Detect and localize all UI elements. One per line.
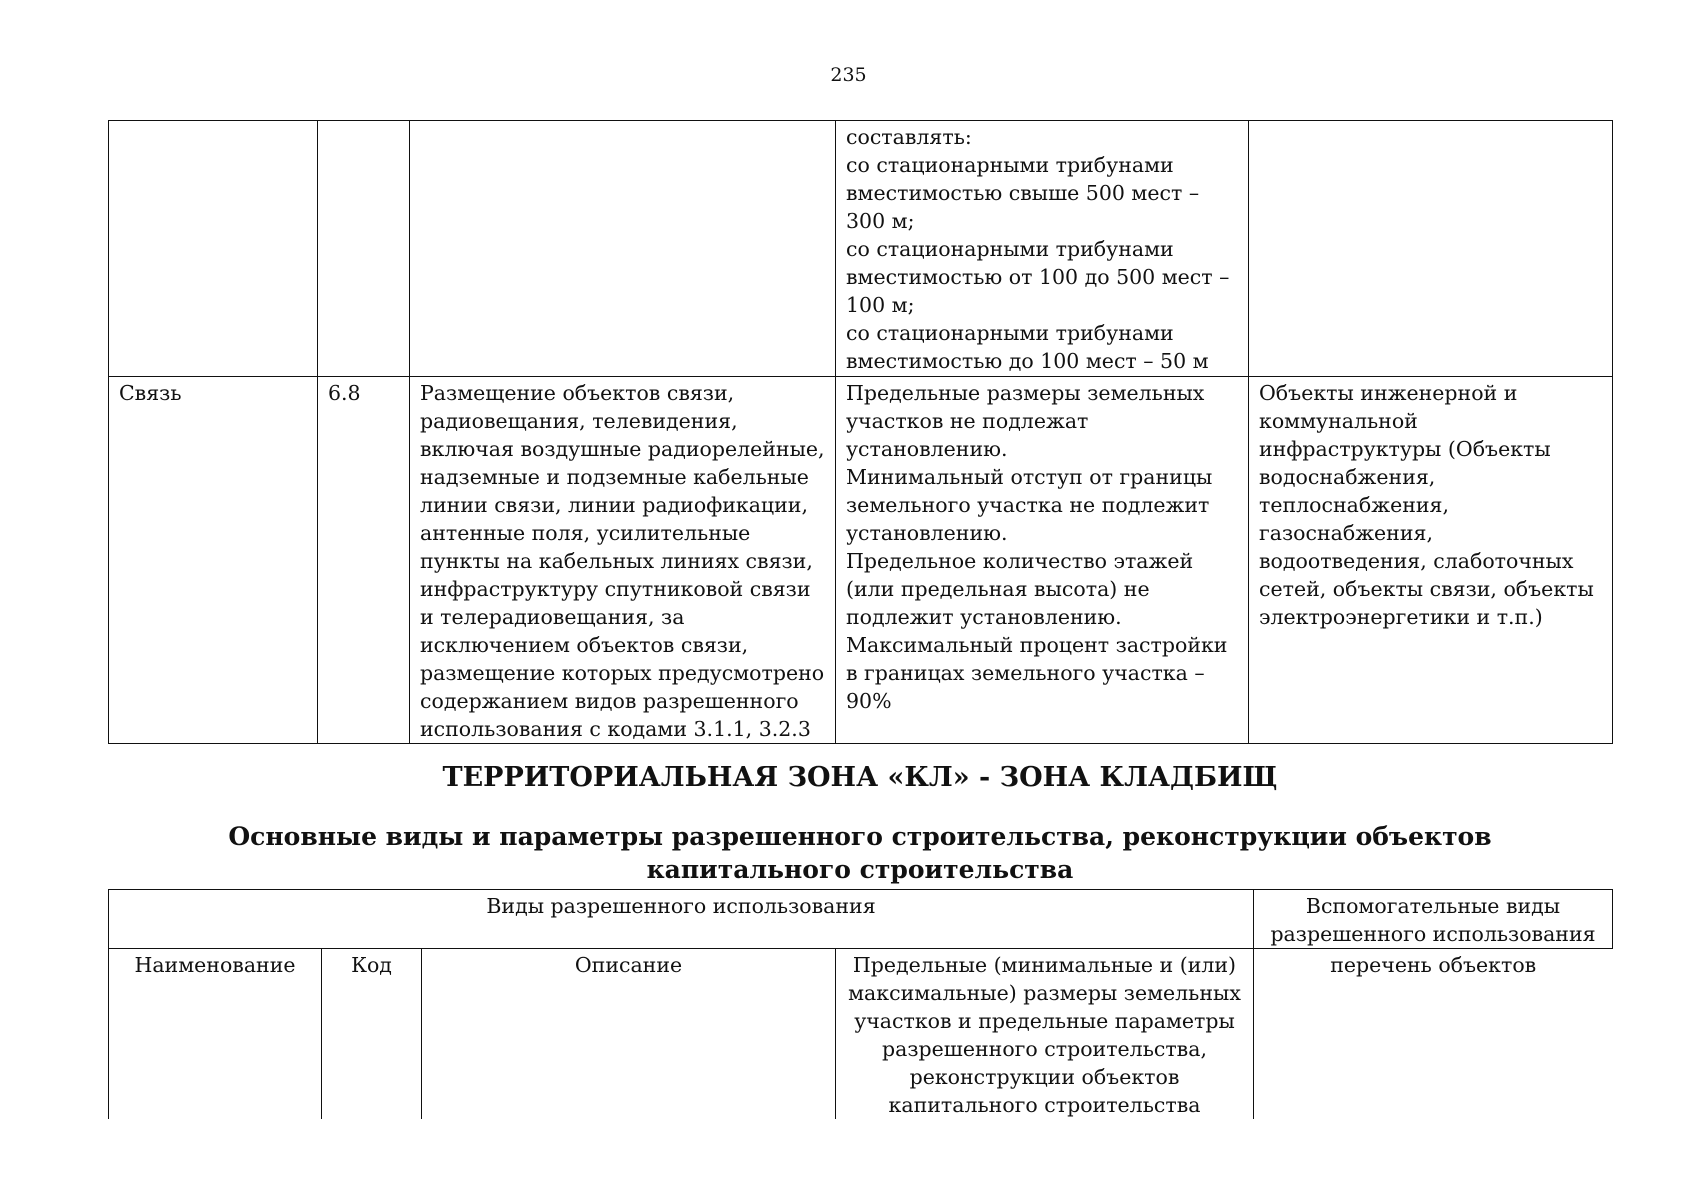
- column-header-parameters: Предельные (минимальные и (или) максимальные) размеры земельных участков и предельные параметры разрешенного строительства, реконструкции объектов капитального строительства: [836, 949, 1254, 1120]
- column-header-aux: перечень объектов: [1254, 949, 1613, 1120]
- zone-title: ТЕРРИТОРИАЛЬНАЯ ЗОНА «КЛ» - ЗОНА КЛАДБИЩ: [442, 762, 1278, 793]
- table-top: [108, 120, 1613, 744]
- cell-code: [318, 121, 410, 377]
- section-subtitle: Основные виды и параметры разрешенного строительства, реконструкции объектов капитального строительства: [228, 822, 1492, 884]
- header-aux: Вспомогательные виды разрешенного использования: [1254, 890, 1613, 949]
- table-row-continued: [109, 121, 1613, 377]
- param-line: со стационарными трибунами вместимостью до 100 мест – 50 м: [846, 321, 1209, 373]
- header-main: Виды разрешенного использования: [109, 890, 1254, 949]
- cell-auxiliary: Объекты инженерной и коммунальной инфраструктуры (Объекты водоснабжения, теплоснабжения, газоснабжения, водоотведения, слаботочных сетей, объекты связи, объекты электроэнергетики и т.п.): [1249, 377, 1613, 744]
- cell-name: [109, 121, 318, 377]
- column-header-name: Наименование: [109, 949, 322, 1120]
- page-number: 235: [830, 64, 867, 86]
- param-line: Минимальный отступ от границы земельного участка не подлежит установлению.: [846, 465, 1213, 545]
- cell-code: 6.8: [318, 377, 410, 744]
- cell-description: Размещение объектов связи, радиовещания, телевидения, включая воздушные радиорелейные, надземные и подземные кабельные линии связи, линии радиофикации, антенные поля, усилительные пункты на кабельных линиях связи, инфраструктуру спутниковой связи и телерадиовещания, за исключением объектов связи, размещение которых предусмотрено содержанием видов разрешенного использования с кодами 3.1.1, 3.2.3: [410, 377, 836, 744]
- cell-parameters: [836, 377, 1249, 744]
- param-line: Предельные размеры земельных участков не подлежат установлению.: [846, 381, 1205, 461]
- cell-description: [410, 121, 836, 377]
- cell-parameters: [836, 121, 1249, 377]
- table-row-svyaz: [109, 377, 1613, 744]
- param-line: составлять:: [846, 125, 972, 149]
- table-header-row: [109, 890, 1613, 949]
- param-line: со стационарными трибунами вместимостью свыше 500 мест – 300 м;: [846, 153, 1200, 233]
- param-line: Предельное количество этажей (или предельная высота) не подлежит установлению.: [846, 549, 1194, 629]
- column-header-description: Описание: [422, 949, 836, 1120]
- cell-auxiliary: [1249, 121, 1613, 377]
- param-line: со стационарными трибунами вместимостью от 100 до 500 мест – 100 м;: [846, 237, 1230, 317]
- table-bottom: [108, 889, 1613, 1119]
- column-header-code: Код: [322, 949, 422, 1120]
- param-line: Максимальный процент застройки в границах земельного участка – 90%: [846, 633, 1228, 713]
- table-column-headers: [109, 949, 1613, 1120]
- cell-name: Связь: [109, 377, 318, 744]
